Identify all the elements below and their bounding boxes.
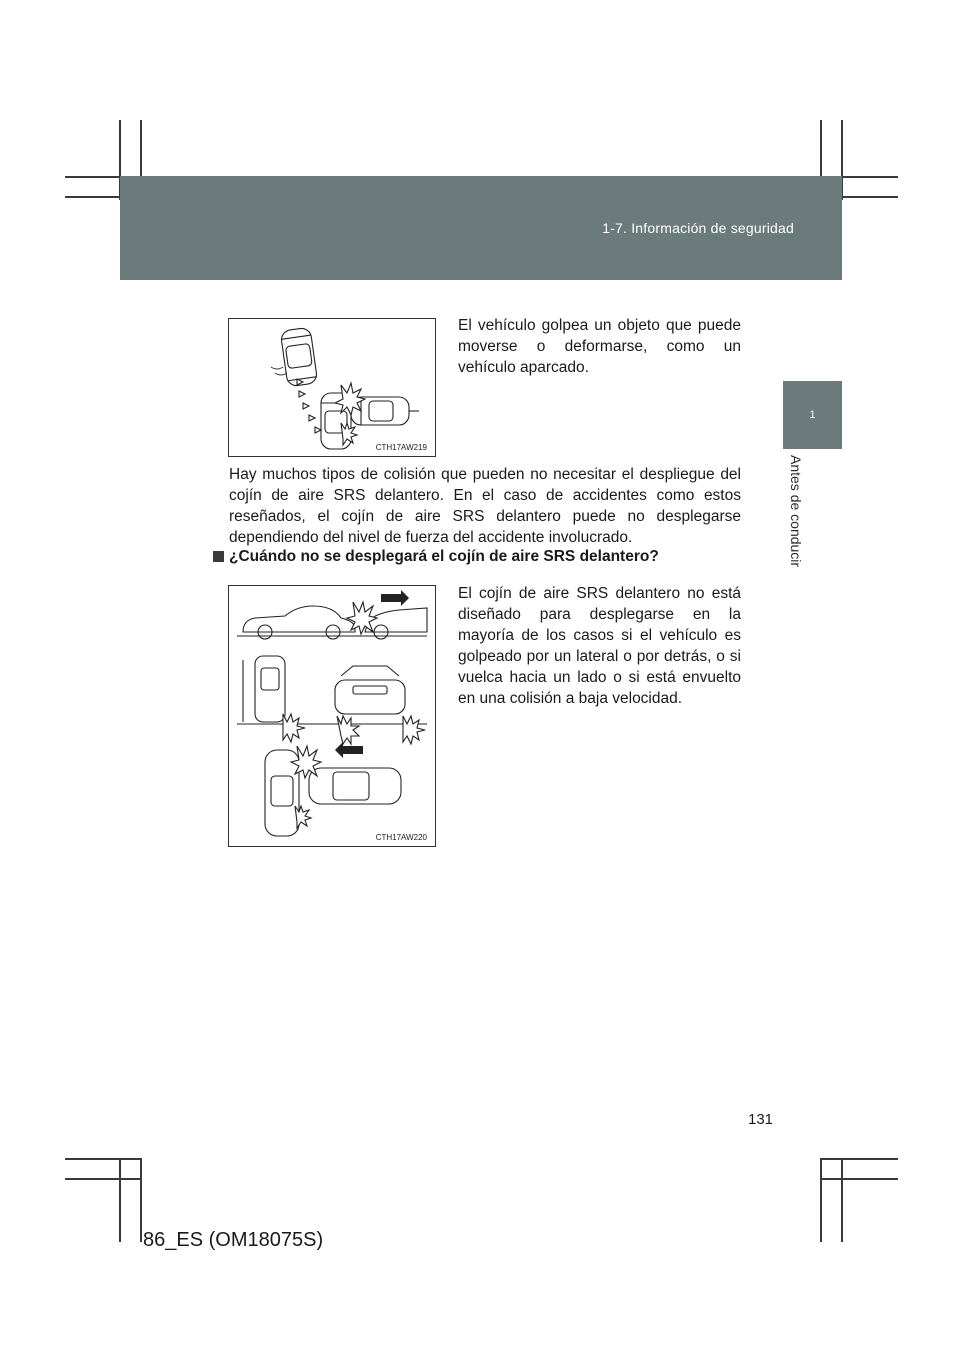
- figure-code: CTH17AW220: [375, 833, 427, 842]
- figure2-caption: El cojín de aire SRS delantero no está diseñado para desplegarse en la mayoría de los casos si el vehículo es golpeado por un lateral o por detrás, o si vuelca hacia un lado o si está envuelto en una colisión a baja velocidad.: [458, 585, 741, 707]
- non-deployment-illustration-svg: [229, 586, 435, 846]
- illustration-collision-parked-car: [228, 318, 436, 457]
- crop-mark: [65, 1158, 142, 1160]
- square-bullet-icon: [213, 551, 224, 562]
- figure-code: CTH17AW219: [375, 443, 427, 452]
- crop-mark: [820, 1178, 898, 1180]
- crop-mark: [65, 1178, 142, 1180]
- section-title: 1-7. Información de seguridad: [602, 220, 794, 236]
- page-number: 131: [748, 1111, 774, 1128]
- crop-mark: [820, 1158, 822, 1242]
- footer-code: 86_ES (OM18075S): [143, 1229, 324, 1251]
- crop-mark: [841, 1158, 843, 1242]
- body-paragraph: Hay muchos tipos de colisión que pueden no necesitar el despliegue del cojín de aire SRS delantero. En el caso de accidentes como estos reseñados, el cojín de aire SRS delantero puede no desplegarse dependiendo del nivel de fuerza del accidente involucrado.: [229, 466, 741, 546]
- subheading-text: ¿Cuándo no se desplegará el cojín de aire SRS delantero?: [229, 548, 659, 565]
- chapter-tab: [783, 381, 842, 449]
- section-header-band: [120, 176, 842, 280]
- figure1-caption: El vehículo golpea un objeto que puede moverse o deformarse, como un vehículo aparcado.: [458, 317, 741, 376]
- crop-mark: [119, 1158, 121, 1242]
- illustration-non-deployment-cases: [228, 585, 436, 847]
- collision-illustration-svg: [229, 319, 435, 456]
- subheading: [213, 548, 659, 566]
- chapter-label: Antes de conducir: [788, 455, 804, 568]
- crop-mark: [140, 1158, 142, 1242]
- chapter-number: 1: [809, 409, 816, 421]
- crop-mark: [820, 1158, 898, 1160]
